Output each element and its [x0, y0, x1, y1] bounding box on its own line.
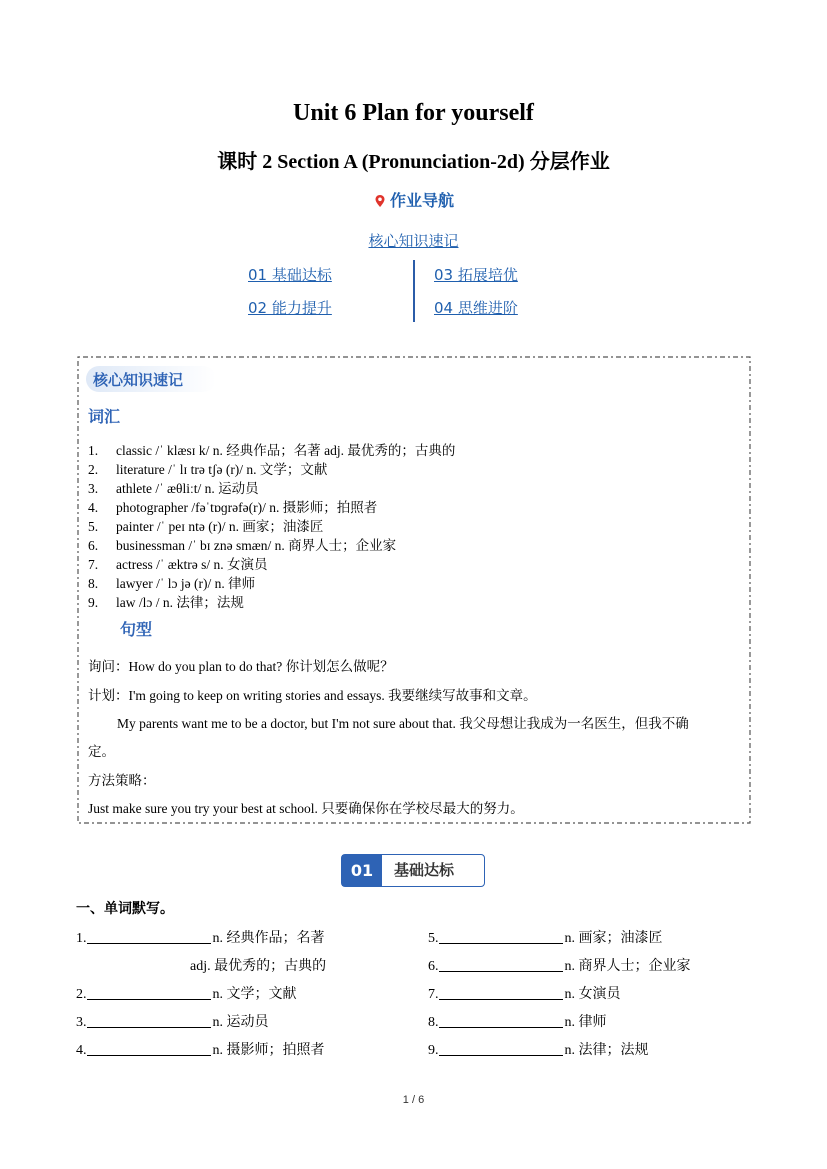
- vocab-item: 2. literature /ˈ lɪ trə tʃə (r)/ n. 文学；文献: [88, 462, 328, 477]
- exercise-item: 8. n. 律师: [428, 1015, 607, 1030]
- nav-heading-text: 作业导航: [389, 191, 454, 210]
- answer-blank[interactable]: [439, 957, 563, 972]
- section-badge-label: 基础达标: [394, 861, 455, 879]
- exercise-item: 3. n. 运动员: [76, 1015, 269, 1030]
- sentence-ask: 询问：How do you plan to do that? 你计划怎么做呢？: [88, 659, 394, 674]
- answer-blank[interactable]: [439, 929, 563, 944]
- sentence-strategy: Just make sure you try your best at school. 只要确保你在学校尽最大的努力。: [88, 801, 524, 816]
- exercise-item: 6. n. 商界人士；企业家: [428, 959, 691, 974]
- exercise-item: 9. n. 法律；法规: [428, 1043, 649, 1058]
- nav-divider: [413, 260, 415, 322]
- nav-link-extend[interactable]: 03 拓展培优: [434, 266, 518, 284]
- page-subtitle: 课时 2 Section A (Pronunciation-2d) 分层作业: [217, 151, 610, 173]
- sentence-parents: My parents want me to be a doctor, but I'm not sure about that. 我父母想让我成为一名医生，但我不确: [117, 716, 689, 731]
- answer-blank[interactable]: [87, 1013, 211, 1028]
- answer-blank[interactable]: [439, 1041, 563, 1056]
- vocab-item: 6. businessman /ˈ bɪ znə smæn/ n. 商界人士；企业家: [88, 538, 397, 553]
- section-badge-number: 01: [342, 855, 382, 886]
- nav-link-thinking[interactable]: 04 思维进阶: [434, 299, 518, 317]
- vocab-list: [88, 441, 455, 612]
- exercise-item: 7. n. 女演员: [428, 987, 621, 1002]
- exercise-item-sub: adj. 最优秀的；古典的: [190, 959, 327, 974]
- exercise-item: 2. n. 文学；文献: [76, 987, 297, 1002]
- vocab-item: 8. lawyer /ˈ lɔ jə (r)/ n. 律师: [88, 576, 256, 591]
- answer-blank[interactable]: [439, 985, 563, 1000]
- answer-blank[interactable]: [87, 985, 211, 1000]
- answer-blank[interactable]: [87, 929, 211, 944]
- nav-link-basic[interactable]: 01 基础达标: [248, 266, 332, 284]
- sentence-parents-cont: 定。: [88, 744, 115, 759]
- answer-blank[interactable]: [87, 1041, 211, 1056]
- vocab-item: 9. law /lɔ / n. 法律；法规: [88, 595, 244, 610]
- exercise-item: 4. n. 摄影师；拍照者: [76, 1043, 325, 1058]
- exercise-item: 5. n. 画家；油漆匠: [428, 931, 663, 946]
- vocab-item: 3. athlete /ˈ æθliːt/ n. 运动员: [88, 481, 259, 496]
- location-pin-icon: [373, 194, 387, 208]
- page-number: 1 / 6: [402, 1094, 425, 1106]
- section-badge: [341, 854, 485, 887]
- vocab-item: 4. photographer /fəˈtɒɡrəfə(r)/ n. 摄影师；拍照者: [88, 500, 378, 515]
- nav-link-ability[interactable]: 02 能力提升: [248, 299, 332, 317]
- nav-link-core-knowledge[interactable]: 核心知识速记: [368, 232, 459, 250]
- page-title: Unit 6 Plan for yourself: [293, 100, 534, 126]
- sentence-plan: 计划：I'm going to keep on writing stories and essays. 我要继续写故事和文章。: [88, 688, 537, 703]
- vocab-heading: 词汇: [88, 407, 121, 426]
- nav-heading: [0, 188, 827, 211]
- exercise-item: 1. n. 经典作品；名著: [76, 931, 325, 946]
- knowledge-tag: 核心知识速记: [93, 371, 184, 389]
- exercise-title: 一、单词默写。: [76, 902, 174, 917]
- answer-blank[interactable]: [439, 1013, 563, 1028]
- vocab-item: 5. painter /ˈ peɪ ntə (r)/ n. 画家；油漆匠: [88, 519, 324, 534]
- vocab-item: 1. classic /ˈ klæsɪ k/ n. 经典作品；名著 adj. 最优秀的；古典的: [88, 443, 456, 458]
- strategy-label: 方法策略：: [88, 773, 156, 788]
- sentence-heading: 句型: [120, 620, 153, 639]
- vocab-item: 7. actress /ˈ æktrə s/ n. 女演员: [88, 557, 268, 572]
